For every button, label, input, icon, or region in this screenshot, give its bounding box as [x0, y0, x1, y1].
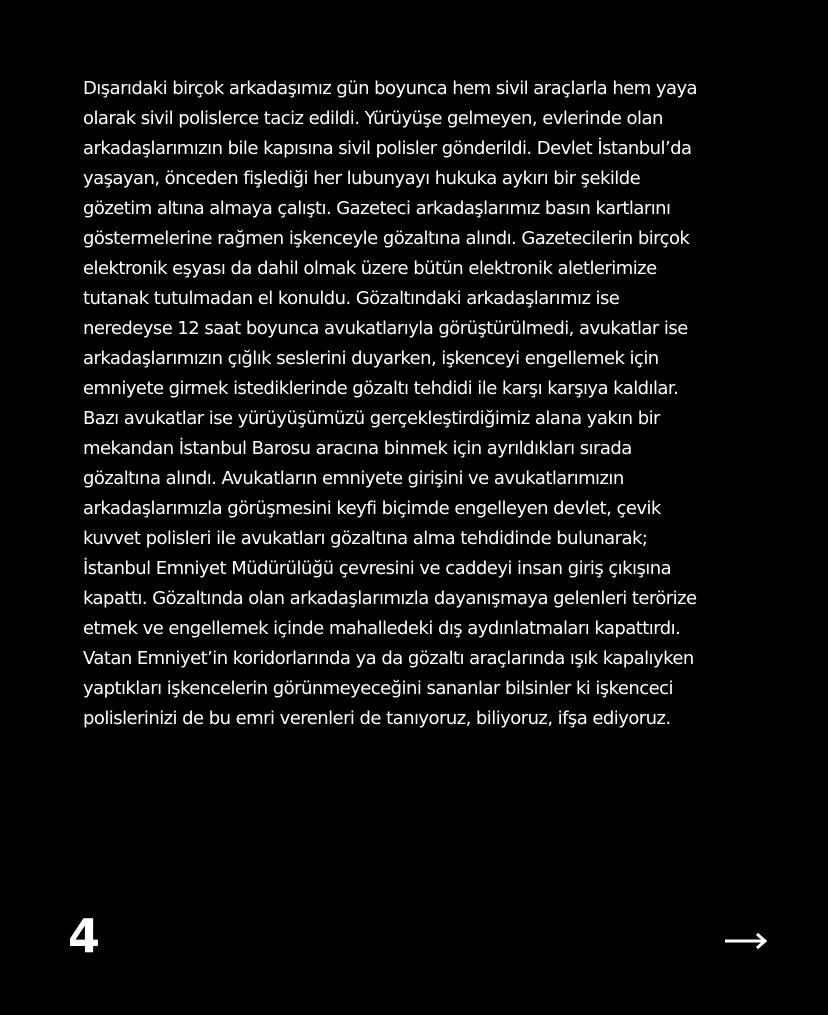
text-line: göstermelerine rağmen işkenceyle gözaltına alındı. Gazetecilerin birçok — [83, 228, 690, 249]
text-line: Dışarıdaki birçok arkadaşımız gün boyunca hem sivil araçlarla hem yaya — [83, 78, 698, 99]
text-line: Bazı avukatlar ise yürüyüşümüzü gerçekleştirdiğimiz alana yakın bir — [83, 408, 660, 429]
text-line: polislerinizi de bu emri verenleri de tanıyoruz, biliyoruz, ifşa ediyoruz. — [83, 708, 671, 729]
text-line: olarak sivil polislerce taciz edildi. Yürüyüşe gelmeyen, evlerinde olan — [83, 108, 663, 129]
text-line: elektronik eşyası da dahil olmak üzere bütün elektronik aletlerimize — [83, 258, 657, 279]
text-line: gözaltına alındı. Avukatların emniyete girişini ve avukatlarımızın — [83, 468, 624, 489]
text-line: kapattı. Gözaltında olan arkadaşlarımızla dayanışmaya gelenleri terörize — [83, 588, 697, 609]
text-line: arkadaşlarımızla görüşmesini keyfi biçimde engelleyen devlet, çevik — [83, 498, 661, 519]
text-line: yaşayan, önceden fişlediği her lubunyayı hukuka aykırı bir şekilde — [83, 168, 641, 189]
text-line: gözetim altına almaya çalıştı. Gazeteci arkadaşlarımız basın kartlarını — [83, 198, 671, 219]
arrow-right-icon[interactable] — [724, 926, 768, 956]
text-line: emniyete girmek istediklerinde gözaltı tehdidi ile karşı karşıya kaldılar. — [83, 378, 679, 399]
text-line: tutanak tutulmadan el konuldu. Gözaltındaki arkadaşlarımız ise — [83, 288, 620, 309]
text-line: yaptıkları işkencelerin görünmeyeceğini sananlar bilsinler ki işkenceci — [83, 678, 673, 699]
text-line: Vatan Emniyet’in koridorlarında ya da gözaltı araçlarında ışık kapalıyken — [83, 648, 694, 669]
text-line: kuvvet polisleri ile avukatları gözaltına alma tehdidinde bulunarak; — [83, 528, 648, 549]
article-text — [83, 74, 783, 734]
text-line: İstanbul Emniyet Müdürülüğü çevresini ve caddeyi insan giriş çıkışına — [83, 558, 672, 579]
text-line: etmek ve engellemek içinde mahalledeki dış aydınlatmaları kapattırdı. — [83, 618, 681, 639]
page-number: 4 — [68, 909, 101, 963]
text-line: arkadaşlarımızın çığlık seslerini duyarken, işkenceyi engellemek için — [83, 348, 659, 369]
text-line: arkadaşlarımızın bile kapısına sivil polisler gönderildi. Devlet İstanbul’da — [83, 138, 692, 159]
text-line: mekandan İstanbul Barosu aracına binmek için ayrıldıkları sırada — [83, 438, 632, 459]
text-line: neredeyse 12 saat boyunca avukatlarıyla görüştürülmedi, avukatlar ise — [83, 318, 688, 339]
